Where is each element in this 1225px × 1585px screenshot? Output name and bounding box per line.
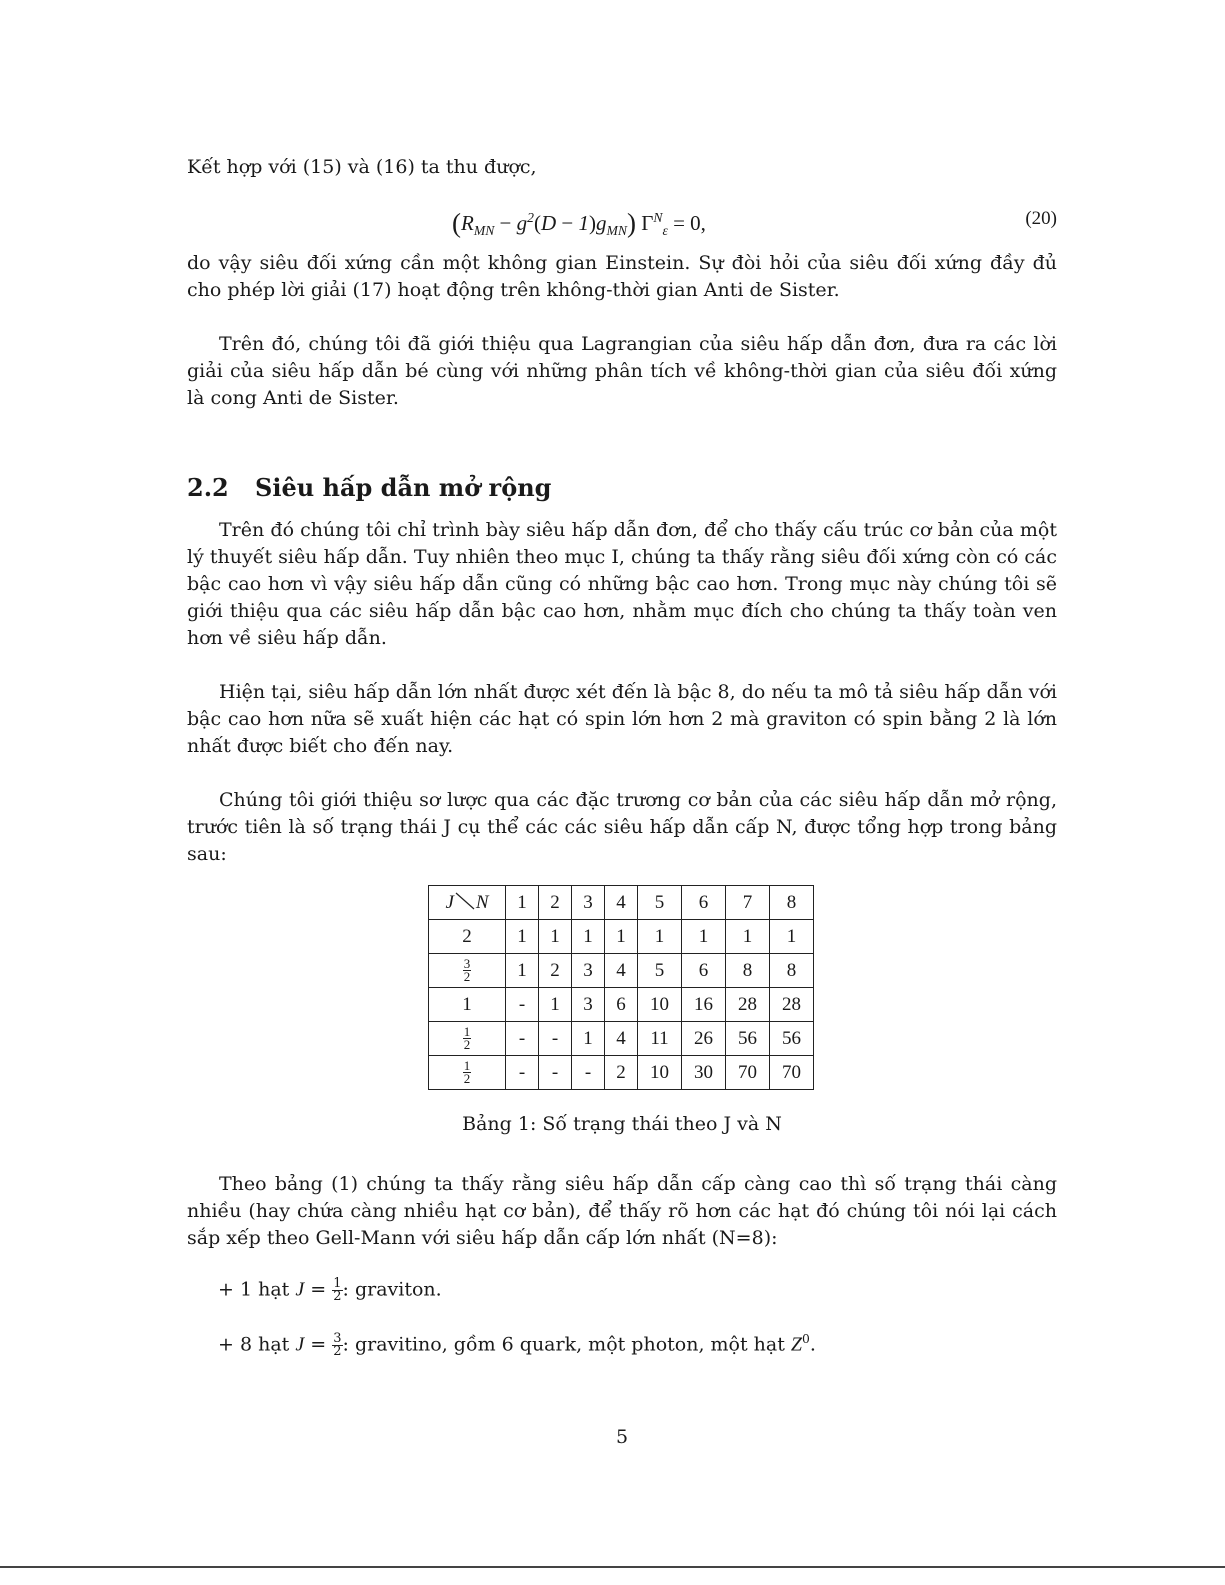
table-cell: 1 (539, 920, 572, 954)
denominator: 2 (463, 1037, 471, 1052)
row-label (429, 1056, 506, 1090)
section-title: Siêu hấp dẫn mở rộng (255, 473, 552, 502)
table-cell: 4 (605, 1022, 638, 1056)
row-label (429, 954, 506, 988)
table-cell: 28 (726, 988, 770, 1022)
diagonal-slash-icon (454, 891, 476, 911)
table-row (429, 988, 814, 1022)
table-cell: 8 (726, 954, 770, 988)
table-cell: 70 (726, 1056, 770, 1090)
table-cell: 1 (572, 1022, 605, 1056)
table-cell: 1 (506, 920, 539, 954)
bottom-rule (0, 1566, 1225, 1568)
table-cell: - (506, 988, 539, 1022)
fraction (332, 1278, 342, 1303)
denominator: 2 (333, 1289, 342, 1304)
intro-line: Kết hợp với (15) và (16) ta thu được, (187, 156, 537, 178)
col-header: 2 (539, 886, 572, 920)
table-row (429, 1056, 814, 1090)
table-cell: - (506, 1022, 539, 1056)
table-row (429, 1022, 814, 1056)
table-cell: 16 (682, 988, 726, 1022)
j-symbol: J (295, 1333, 305, 1356)
table-cell: 11 (638, 1022, 682, 1056)
paragraph-summary: Trên đó, chúng tôi đã giới thiệu qua Lagrangian của siêu hấp dẫn đơn, đưa ra các lời giải của siêu hấp dẫn bé cùng với những phân tích về không-thời gian của siêu đối xứng là cong Anti de Sister. (187, 333, 1057, 409)
table-cell: 1 (638, 920, 682, 954)
item-end: . (809, 1333, 816, 1356)
table-cell: 5 (638, 954, 682, 988)
equation-number: (20) (1025, 208, 1057, 229)
table-cell: 2 (539, 954, 572, 988)
table-cell: 56 (770, 1022, 814, 1056)
fraction (332, 1330, 342, 1359)
paragraph-1: Trên đó chúng tôi chỉ trình bày siêu hấp dẫn đơn, để cho thấy cấu trúc cơ bản của một lý thuyết siêu hấp dẫn. Tuy nhiên theo mục I, chúng ta thấy rằng siêu đối xứng còn có các bậc cao hơn vì vậy siêu hấp dẫn cũng có những bậc cao hơn. Trong mục này chúng tôi sẽ giới thiệu qua các siêu hấp dẫn bậc cao hơn, nhằm mục đích cho chúng ta thấy toàn ven hơn về siêu hấp dẫn. (187, 519, 1057, 649)
denominator: 2 (333, 1343, 342, 1359)
table-cell: 3 (572, 954, 605, 988)
fraction (463, 958, 472, 983)
col-header: 1 (506, 886, 539, 920)
table-cell: - (539, 1022, 572, 1056)
table-cell: 8 (770, 954, 814, 988)
numerator: 1 (463, 1024, 471, 1039)
col-header: 8 (770, 886, 814, 920)
table-cell: 1 (726, 920, 770, 954)
table-cell: 28 (770, 988, 814, 1022)
table-cell: 1 (682, 920, 726, 954)
table-cell: 30 (682, 1056, 726, 1090)
numerator: 1 (333, 1276, 342, 1291)
table-cell: 1 (572, 920, 605, 954)
table-cell: - (539, 1056, 572, 1090)
denominator: 2 (463, 969, 471, 984)
row-label: 2 (429, 920, 506, 954)
table-caption: Bảng 1: Số trạng thái theo J và N (462, 1113, 782, 1135)
paragraph-4: Theo bảng (1) chúng ta thấy rằng siêu hấp dẫn cấp càng cao thì số trạng thái càng nhiều (hay chứa càng nhiều hạt cơ bản), để thấy rõ hơn các hạt đó chúng tôi nói lại cách sắp xếp theo Gell-Mann với siêu hấp dẫn cấp lớn nhất (N=8): (187, 1173, 1057, 1249)
denominator: 2 (463, 1071, 471, 1086)
table-cell: 1 (539, 988, 572, 1022)
table-cell: 2 (605, 1056, 638, 1090)
table-corner-cell (429, 886, 506, 920)
table-cell: 3 (572, 988, 605, 1022)
table-cell: - (506, 1056, 539, 1090)
table-cell: 1 (770, 920, 814, 954)
item-prefix: + 1 hạt (218, 1278, 290, 1301)
table-cell: - (572, 1056, 605, 1090)
states-table (428, 885, 814, 1090)
table-cell: 10 (638, 988, 682, 1022)
corner-j: J (445, 892, 454, 913)
particle-superscript: 0 (802, 1332, 810, 1346)
item-prefix: + 8 hạt (218, 1333, 290, 1356)
section-heading (187, 473, 551, 502)
col-header: 3 (572, 886, 605, 920)
table-row (429, 920, 814, 954)
col-header: 4 (605, 886, 638, 920)
numerator: 3 (463, 956, 471, 971)
col-header: 5 (638, 886, 682, 920)
fraction (463, 1026, 472, 1051)
j-symbol: J (295, 1278, 305, 1301)
numerator: 3 (333, 1330, 342, 1346)
row-label: 1 (429, 988, 506, 1022)
col-header: 7 (726, 886, 770, 920)
paragraph-after-equation: do vậy siêu đối xứng cần một không gian Einstein. Sự đòi hỏi của siêu đối xứng đầy đủ cho phép lời giải (17) hoạt động trên không-thời gian Anti de Sister. (187, 252, 1057, 301)
table-cell: 10 (638, 1056, 682, 1090)
table-row (429, 954, 814, 988)
particle-symbol: Z (790, 1333, 803, 1356)
table-cell: 26 (682, 1022, 726, 1056)
equation-20 (187, 204, 1057, 238)
table-cell: 70 (770, 1056, 814, 1090)
equation-body: $(R_{MN} - g^2(D - 1)g_{MN}) \Gamma^N_\varepsilon = 0$, (452, 208, 706, 239)
fraction (463, 1060, 472, 1085)
section-number: 2.2 (187, 473, 229, 502)
table-cell: 56 (726, 1022, 770, 1056)
numerator: 1 (463, 1058, 471, 1073)
table-cell: 4 (605, 954, 638, 988)
page-number: 5 (615, 1426, 629, 1448)
table-cell: 6 (682, 954, 726, 988)
corner-n: N (475, 892, 489, 913)
paragraph-3: Chúng tôi giới thiệu sơ lược qua các đặc trương cơ bản của các siêu hấp dẫn mở rộng, trước tiên là số trạng thái J cụ thể các các siêu hấp dẫn cấp N, được tổng hợp trong bảng sau: (187, 789, 1057, 865)
row-label (429, 1022, 506, 1056)
col-header: 6 (682, 886, 726, 920)
list-item: + 8 hạt J = $\frac{3}{2}$ : gravitino, gồm 6 quark, một photon, một hạt $Z^0$. (218, 1330, 816, 1359)
table-header-row (429, 886, 814, 920)
table-cell: 1 (506, 954, 539, 988)
list-item: + 1 hạt J = $\frac{1}{2}$ : graviton. (218, 1276, 442, 1304)
item-text: : gravitino, gồm 6 quark, một photon, một hạt (342, 1333, 785, 1356)
table-cell: 1 (605, 920, 638, 954)
paragraph-2: Hiện tại, siêu hấp dẫn lớn nhất được xét đến là bậc 8, do nếu ta mô tả siêu hấp dẫn với bậc cao hơn nữa sẽ xuất hiện các hạt có spin lớn hơn 2 mà graviton có spin bằng 2 là lớn nhất được biết cho đến nay. (187, 681, 1057, 757)
item-text: : graviton. (342, 1278, 442, 1301)
table-cell: 6 (605, 988, 638, 1022)
